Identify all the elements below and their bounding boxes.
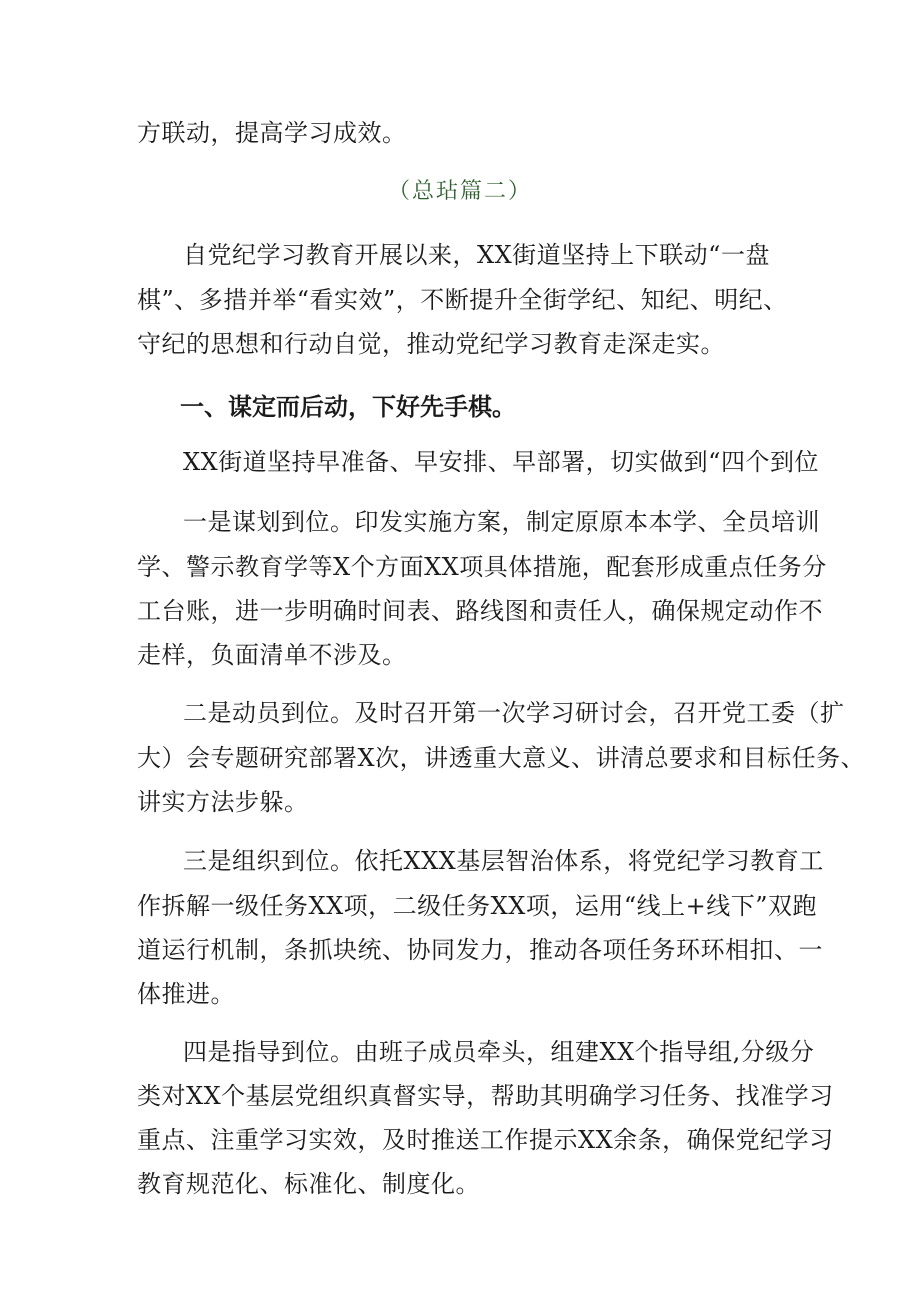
section-heading: 一、谋定而后动，下好先手棋。 — [180, 393, 516, 421]
intro-line: 棋”、多措并举“看实效”，不断提升全街学纪、知纪、明纪、 — [137, 286, 788, 314]
paragraph-line: 重点、注重学习实效，及时推送工作提示XX余条，确保党纪学习 — [137, 1126, 834, 1154]
paragraph-line: 二是动员到位。及时召开第一次学习研讨会，召开党工委（扩 — [183, 699, 845, 727]
paragraph-line: 四是指导到位。由班子成员牵头，组建XX个指导组,分级分 — [183, 1038, 815, 1066]
paragraph-line: 作拆解一级任务XX项，二级任务XX项，运用“线上+线下”双跑 — [137, 892, 817, 920]
paragraph-line: 体推进。 — [137, 980, 235, 1008]
paragraph-line: 讲实方法步躲。 — [137, 788, 309, 816]
paragraph-line: 工台账，进一步明确时间表、路线图和责任人，确保规定动作不 — [137, 597, 823, 625]
paragraph-line: 大）会专题研究部署X次，讲透重大意义、讲清总要求和目标任务、 — [137, 744, 866, 772]
paragraph-line: 教育规范化、标准化、制度化。 — [137, 1170, 480, 1198]
paragraph-line: 三是组织到位。依托XXX基层智治体系，将党纪学习教育工 — [183, 847, 824, 875]
paragraph-line: 学、警示教育学等X个方面XX项具体措施，配套形成重点任务分 — [137, 553, 827, 581]
section-lead: XX街道坚持早准备、早安排、早部署，切实做到“四个到位 — [183, 448, 819, 476]
opening-line: 方联动，提高学习成效。 — [137, 119, 407, 147]
paragraph-line: 道运行机制，条抓块统、协同发力，推动各项任务环环相扣、一 — [137, 936, 823, 964]
intro-line: 自党纪学习教育开展以来，XX街道坚持上下联动“一盘 — [183, 241, 770, 269]
paragraph-line: 走样，负面清单不涉及。 — [137, 641, 407, 669]
paragraph-line: 一是谋划到位。印发实施方案，制定原原本本学、全员培训 — [183, 508, 820, 536]
paragraph-line: 类对XX个基层党组织真督实导，帮助其明确学习任务、找准学习 — [137, 1082, 834, 1110]
intro-line: 守纪的思想和行动自觉，推动党纪学习教育走深走实。 — [137, 330, 725, 358]
section-subtitle: （总玷篇二） — [387, 179, 532, 204]
